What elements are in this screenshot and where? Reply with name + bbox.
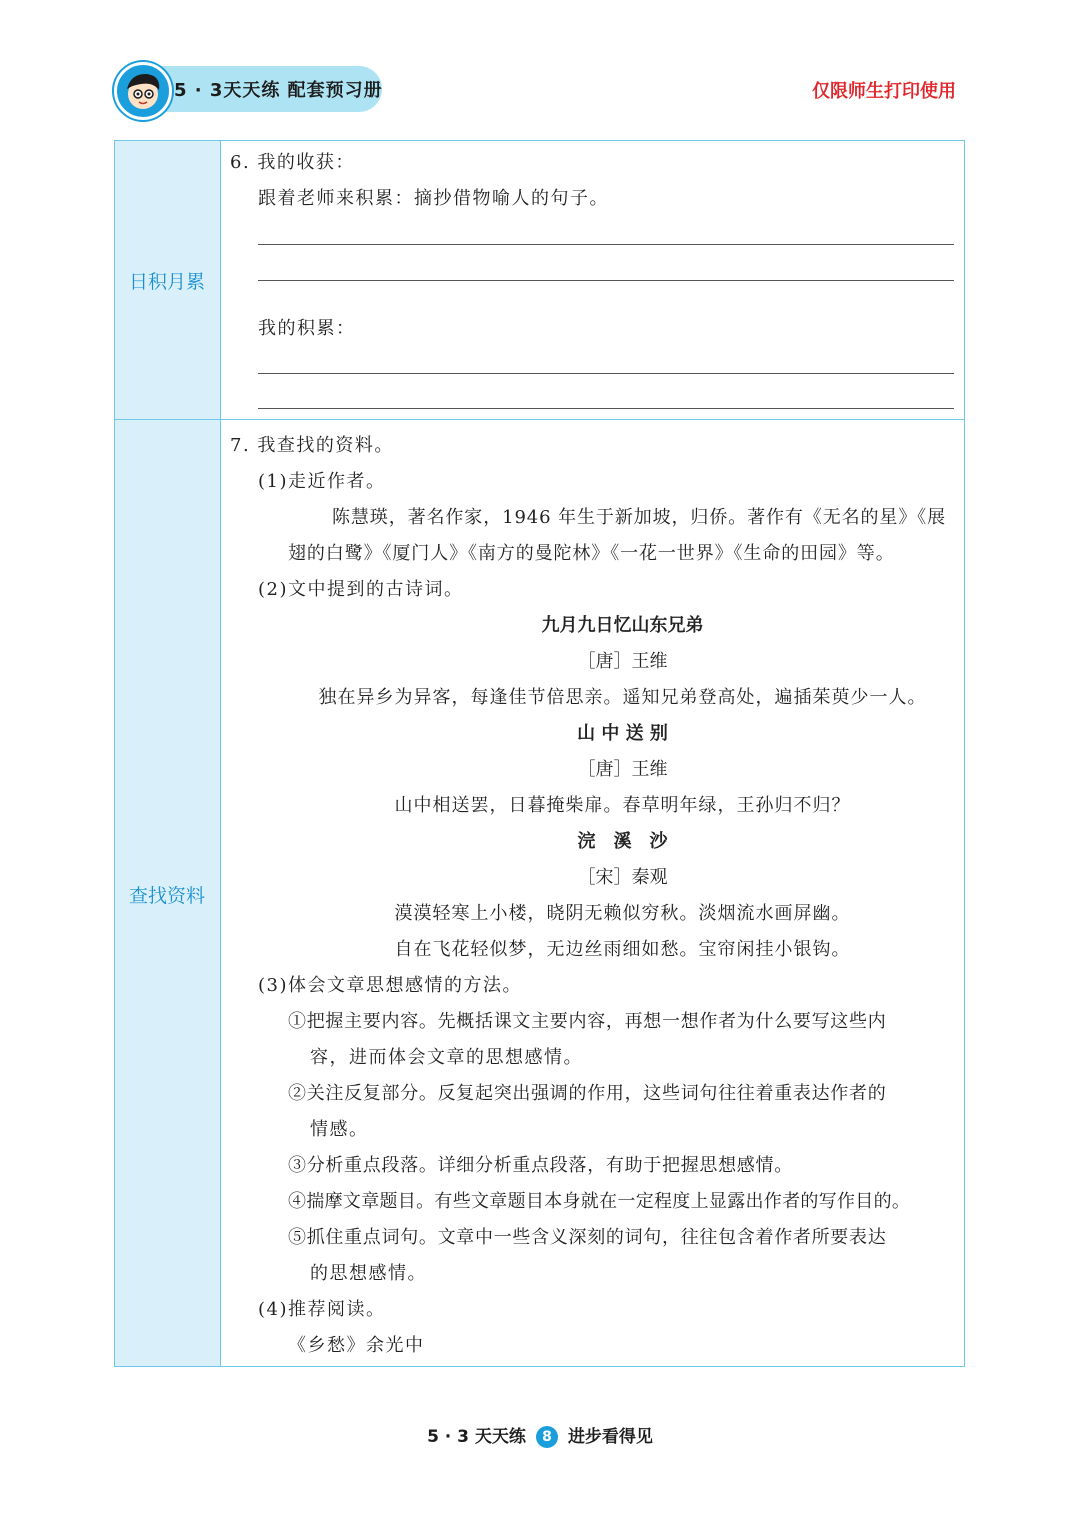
poem-title: 九月九日忆山东兄弟 <box>541 615 704 636</box>
method-item-cont: 的思想感情。 <box>310 1263 427 1284</box>
page-number: 8 <box>536 1426 558 1448</box>
part3-title: (3)体会文章思想感情的方法。 <box>258 975 522 996</box>
answer-line[interactable] <box>258 408 954 409</box>
poem-line: 自在飞花轻似梦，无边丝雨细如愁。宝帘闲挂小银钩。 <box>394 939 851 960</box>
poem-line: 漠漠轻寒上小楼，晓阴无赖似穷秋。淡烟流水画屏幽。 <box>394 903 851 924</box>
series-title: 5 · 3天天练 配套预习册 <box>174 80 383 101</box>
poem-line: 山中相送罢，日暮掩柴扉。春草明年绿，王孙归不归？ <box>394 795 851 816</box>
method-item: ④揣摩文章题目。有些文章题目本身就在一定程度上显露出作者的写作目的。 <box>288 1191 911 1212</box>
poem-line: 独在异乡为异客，每逢佳节倍思亲。遥知兄弟登高处，遍插茱萸少一人。 <box>318 687 927 708</box>
poem-title: 山 中 送 别 <box>577 723 668 744</box>
usage-note: 仅限师生打印使用 <box>812 81 956 102</box>
worksheet-table <box>114 140 965 1367</box>
part2-title: (2)文中提到的古诗词。 <box>258 579 464 600</box>
method-item: ①把握主要内容。先概括课文主要内容，再想一想作者为什么要写这些内 <box>288 1011 887 1032</box>
method-item-cont: 容，进而体会文章的思想感情。 <box>310 1047 583 1068</box>
q6-title: 6. 我的收获： <box>230 152 355 173</box>
mascot-avatar-icon <box>114 62 172 120</box>
teacher-prompt: 跟着老师来积累：摘抄借物喻人的句子。 <box>258 188 609 209</box>
method-item: ⑤抓住重点词句。文章中一些含义深刻的词句，往往包含着作者所要表达 <box>288 1227 887 1248</box>
part4-title: (4)推荐阅读。 <box>258 1299 386 1320</box>
poem-author: ［宋］秦观 <box>577 867 668 888</box>
footer-right: 进步看得见 <box>567 1427 653 1447</box>
recommended-reading: 《乡愁》余光中 <box>288 1335 425 1356</box>
answer-line[interactable] <box>258 280 954 281</box>
poem-author: ［唐］王维 <box>577 651 668 672</box>
answer-line[interactable] <box>258 373 954 374</box>
author-line: 翅的白鹭》《厦门人》《南方的曼陀林》《一花一世界》《生命的田园》等。 <box>288 543 895 564</box>
author-line: 陈慧瑛，著名作家，1946 年生于新加坡，归侨。著作有《无名的星》《展 <box>332 507 947 528</box>
label-research-cell <box>115 420 221 1366</box>
footer <box>0 1422 1080 1448</box>
footer-left: 5 · 3 天天练 <box>427 1427 526 1447</box>
method-item: ②关注反复部分。反复起突出强调的作用，这些词句往往着重表达作者的 <box>288 1083 887 1104</box>
label-accumulate: 日积月累 <box>128 271 205 293</box>
part1-title: (1)走近作者。 <box>258 471 386 492</box>
poem-author: ［唐］王维 <box>577 759 668 780</box>
row-divider <box>115 419 964 420</box>
my-prompt: 我的积累： <box>258 318 356 339</box>
q7-title: 7. 我查找的资料。 <box>230 435 394 456</box>
method-item-cont: 情感。 <box>310 1119 369 1140</box>
label-research: 查找资料 <box>128 885 205 907</box>
label-accumulate-cell <box>115 141 221 420</box>
method-item: ③分析重点段落。详细分析重点段落，有助于把握思想感情。 <box>288 1155 793 1176</box>
answer-line[interactable] <box>258 244 954 245</box>
poem-title: 浣 溪 沙 <box>577 831 668 852</box>
